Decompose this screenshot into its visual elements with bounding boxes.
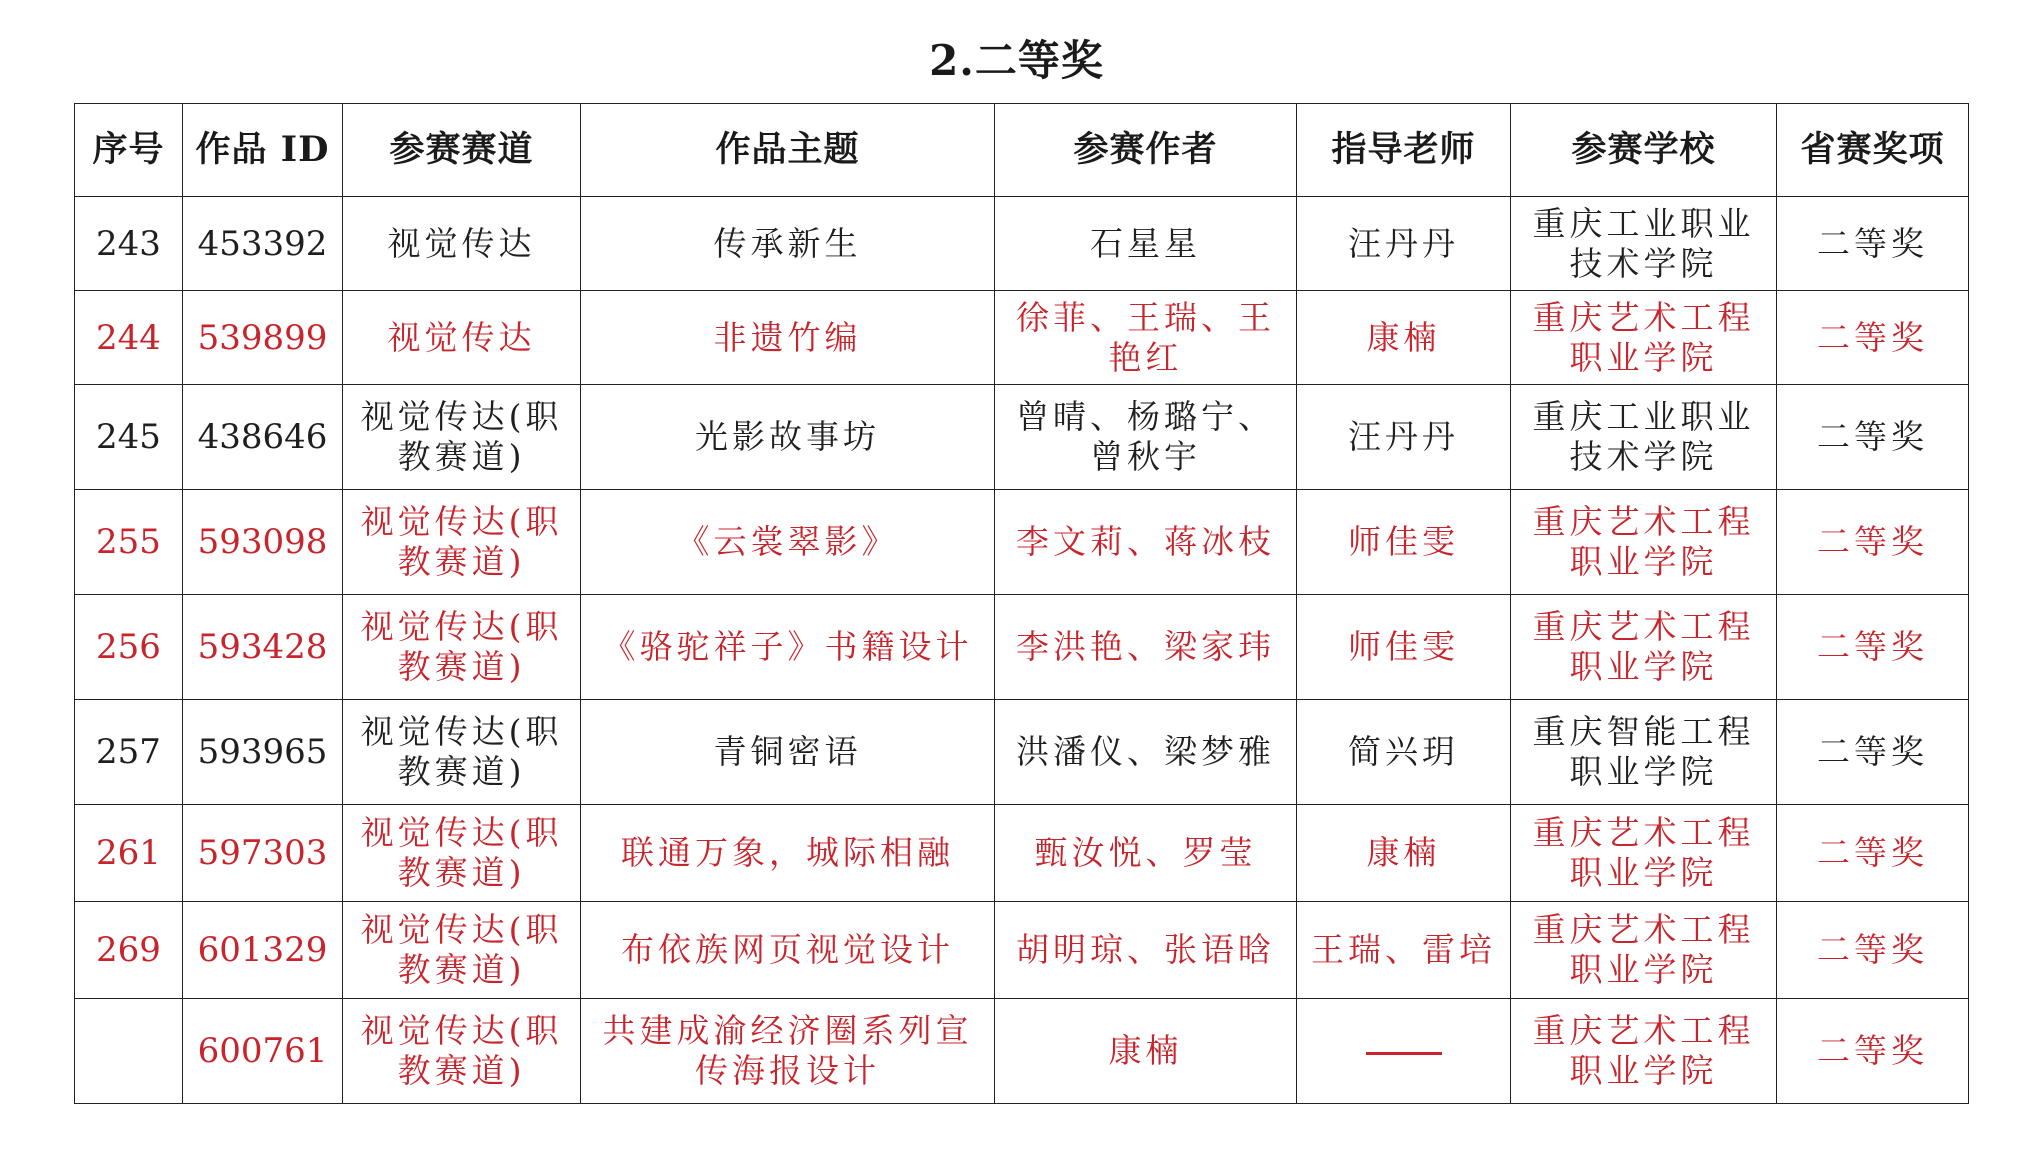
cell-advisor: 康楠 (1297, 805, 1511, 902)
cell-topic: 青铜密语 (581, 700, 995, 805)
cell-award: 二等奖 (1777, 999, 1969, 1104)
cell-authors: 曾晴、杨璐宁、曾秋宇 (995, 385, 1297, 490)
cell-award: 二等奖 (1777, 805, 1969, 902)
cell-no: 245 (75, 385, 183, 490)
cell-award: 二等奖 (1777, 291, 1969, 385)
cell-authors: 甄汝悦、罗莹 (995, 805, 1297, 902)
cell-award: 二等奖 (1777, 490, 1969, 595)
cell-advisor: 康楠 (1297, 291, 1511, 385)
cell-award: 二等奖 (1777, 197, 1969, 291)
table-row (75, 805, 1969, 902)
cell-topic: 《云裳翠影》 (581, 490, 995, 595)
cell-advisor: 师佳雯 (1297, 595, 1511, 700)
cell-track: 视觉传达(职教赛道) (343, 490, 581, 595)
col-header-authors: 参赛作者 (995, 104, 1297, 197)
cell-school: 重庆工业职业技术学院 (1511, 385, 1777, 490)
col-header-track: 参赛赛道 (343, 104, 581, 197)
cell-advisor: 王瑞、雷培 (1297, 902, 1511, 999)
cell-track: 视觉传达(职教赛道) (343, 805, 581, 902)
table-row (75, 291, 1969, 385)
col-header-school: 参赛学校 (1511, 104, 1777, 197)
cell-school: 重庆艺术工程职业学院 (1511, 595, 1777, 700)
cell-school: 重庆艺术工程职业学院 (1511, 902, 1777, 999)
cell-award: 二等奖 (1777, 385, 1969, 490)
cell-award: 二等奖 (1777, 700, 1969, 805)
cell-id: 453392 (183, 197, 343, 291)
col-header-award: 省赛奖项 (1777, 104, 1969, 197)
cell-no: 256 (75, 595, 183, 700)
awards-table (74, 103, 1969, 1104)
header-row (75, 104, 1969, 197)
cell-id: 593428 (183, 595, 343, 700)
cell-advisor (1297, 999, 1511, 1104)
cell-authors: 李文莉、蒋冰枝 (995, 490, 1297, 595)
cell-school: 重庆艺术工程职业学院 (1511, 999, 1777, 1104)
cell-no: 243 (75, 197, 183, 291)
cell-id: 593965 (183, 700, 343, 805)
col-header-topic: 作品主题 (581, 104, 995, 197)
col-header-advisor: 指导老师 (1297, 104, 1511, 197)
cell-authors: 康楠 (995, 999, 1297, 1104)
cell-track: 视觉传达(职教赛道) (343, 595, 581, 700)
cell-advisor: 师佳雯 (1297, 490, 1511, 595)
cell-authors: 徐菲、王瑞、王艳红 (995, 291, 1297, 385)
cell-track: 视觉传达(职教赛道) (343, 902, 581, 999)
cell-id: 438646 (183, 385, 343, 490)
cell-advisor: 简兴玥 (1297, 700, 1511, 805)
cell-school: 重庆艺术工程职业学院 (1511, 490, 1777, 595)
cell-authors: 石星星 (995, 197, 1297, 291)
col-header-id: 作品 ID (183, 104, 343, 197)
cell-advisor: 汪丹丹 (1297, 385, 1511, 490)
cell-advisor: 汪丹丹 (1297, 197, 1511, 291)
cell-track: 视觉传达(职教赛道) (343, 999, 581, 1104)
cell-topic: 光影故事坊 (581, 385, 995, 490)
cell-id: 539899 (183, 291, 343, 385)
cell-no: 261 (75, 805, 183, 902)
table-row (75, 197, 1969, 291)
cell-topic: 共建成渝经济圈系列宣传海报设计 (581, 999, 995, 1104)
cell-track: 视觉传达 (343, 197, 581, 291)
cell-topic: 布依族网页视觉设计 (581, 902, 995, 999)
cell-award: 二等奖 (1777, 902, 1969, 999)
cell-no: 257 (75, 700, 183, 805)
cell-id: 600761 (183, 999, 343, 1104)
cell-id: 597303 (183, 805, 343, 902)
table-row (75, 490, 1969, 595)
empty-dash-line (1366, 1052, 1442, 1055)
cell-track: 视觉传达(职教赛道) (343, 385, 581, 490)
cell-no (75, 999, 183, 1104)
cell-topic: 非遗竹编 (581, 291, 995, 385)
cell-award: 二等奖 (1777, 595, 1969, 700)
table-row (75, 595, 1969, 700)
cell-track: 视觉传达 (343, 291, 581, 385)
cell-school: 重庆工业职业技术学院 (1511, 197, 1777, 291)
cell-school: 重庆智能工程职业学院 (1511, 700, 1777, 805)
cell-topic: 传承新生 (581, 197, 995, 291)
cell-id: 593098 (183, 490, 343, 595)
table-row (75, 700, 1969, 805)
cell-authors: 胡明琼、张语晗 (995, 902, 1297, 999)
cell-authors: 李洪艳、梁家玮 (995, 595, 1297, 700)
table-row (75, 999, 1969, 1104)
cell-topic: 《骆驼祥子》书籍设计 (581, 595, 995, 700)
cell-topic: 联通万象，城际相融 (581, 805, 995, 902)
table-row (75, 385, 1969, 490)
cell-no: 269 (75, 902, 183, 999)
cell-school: 重庆艺术工程职业学院 (1511, 291, 1777, 385)
cell-authors: 洪潘仪、梁梦雅 (995, 700, 1297, 805)
page-title: 2.二等奖 (929, 36, 1104, 85)
table-row (75, 902, 1969, 999)
cell-no: 244 (75, 291, 183, 385)
cell-track: 视觉传达(职教赛道) (343, 700, 581, 805)
col-header-no: 序号 (75, 104, 183, 197)
cell-school: 重庆艺术工程职业学院 (1511, 805, 1777, 902)
cell-id: 601329 (183, 902, 343, 999)
cell-no: 255 (75, 490, 183, 595)
